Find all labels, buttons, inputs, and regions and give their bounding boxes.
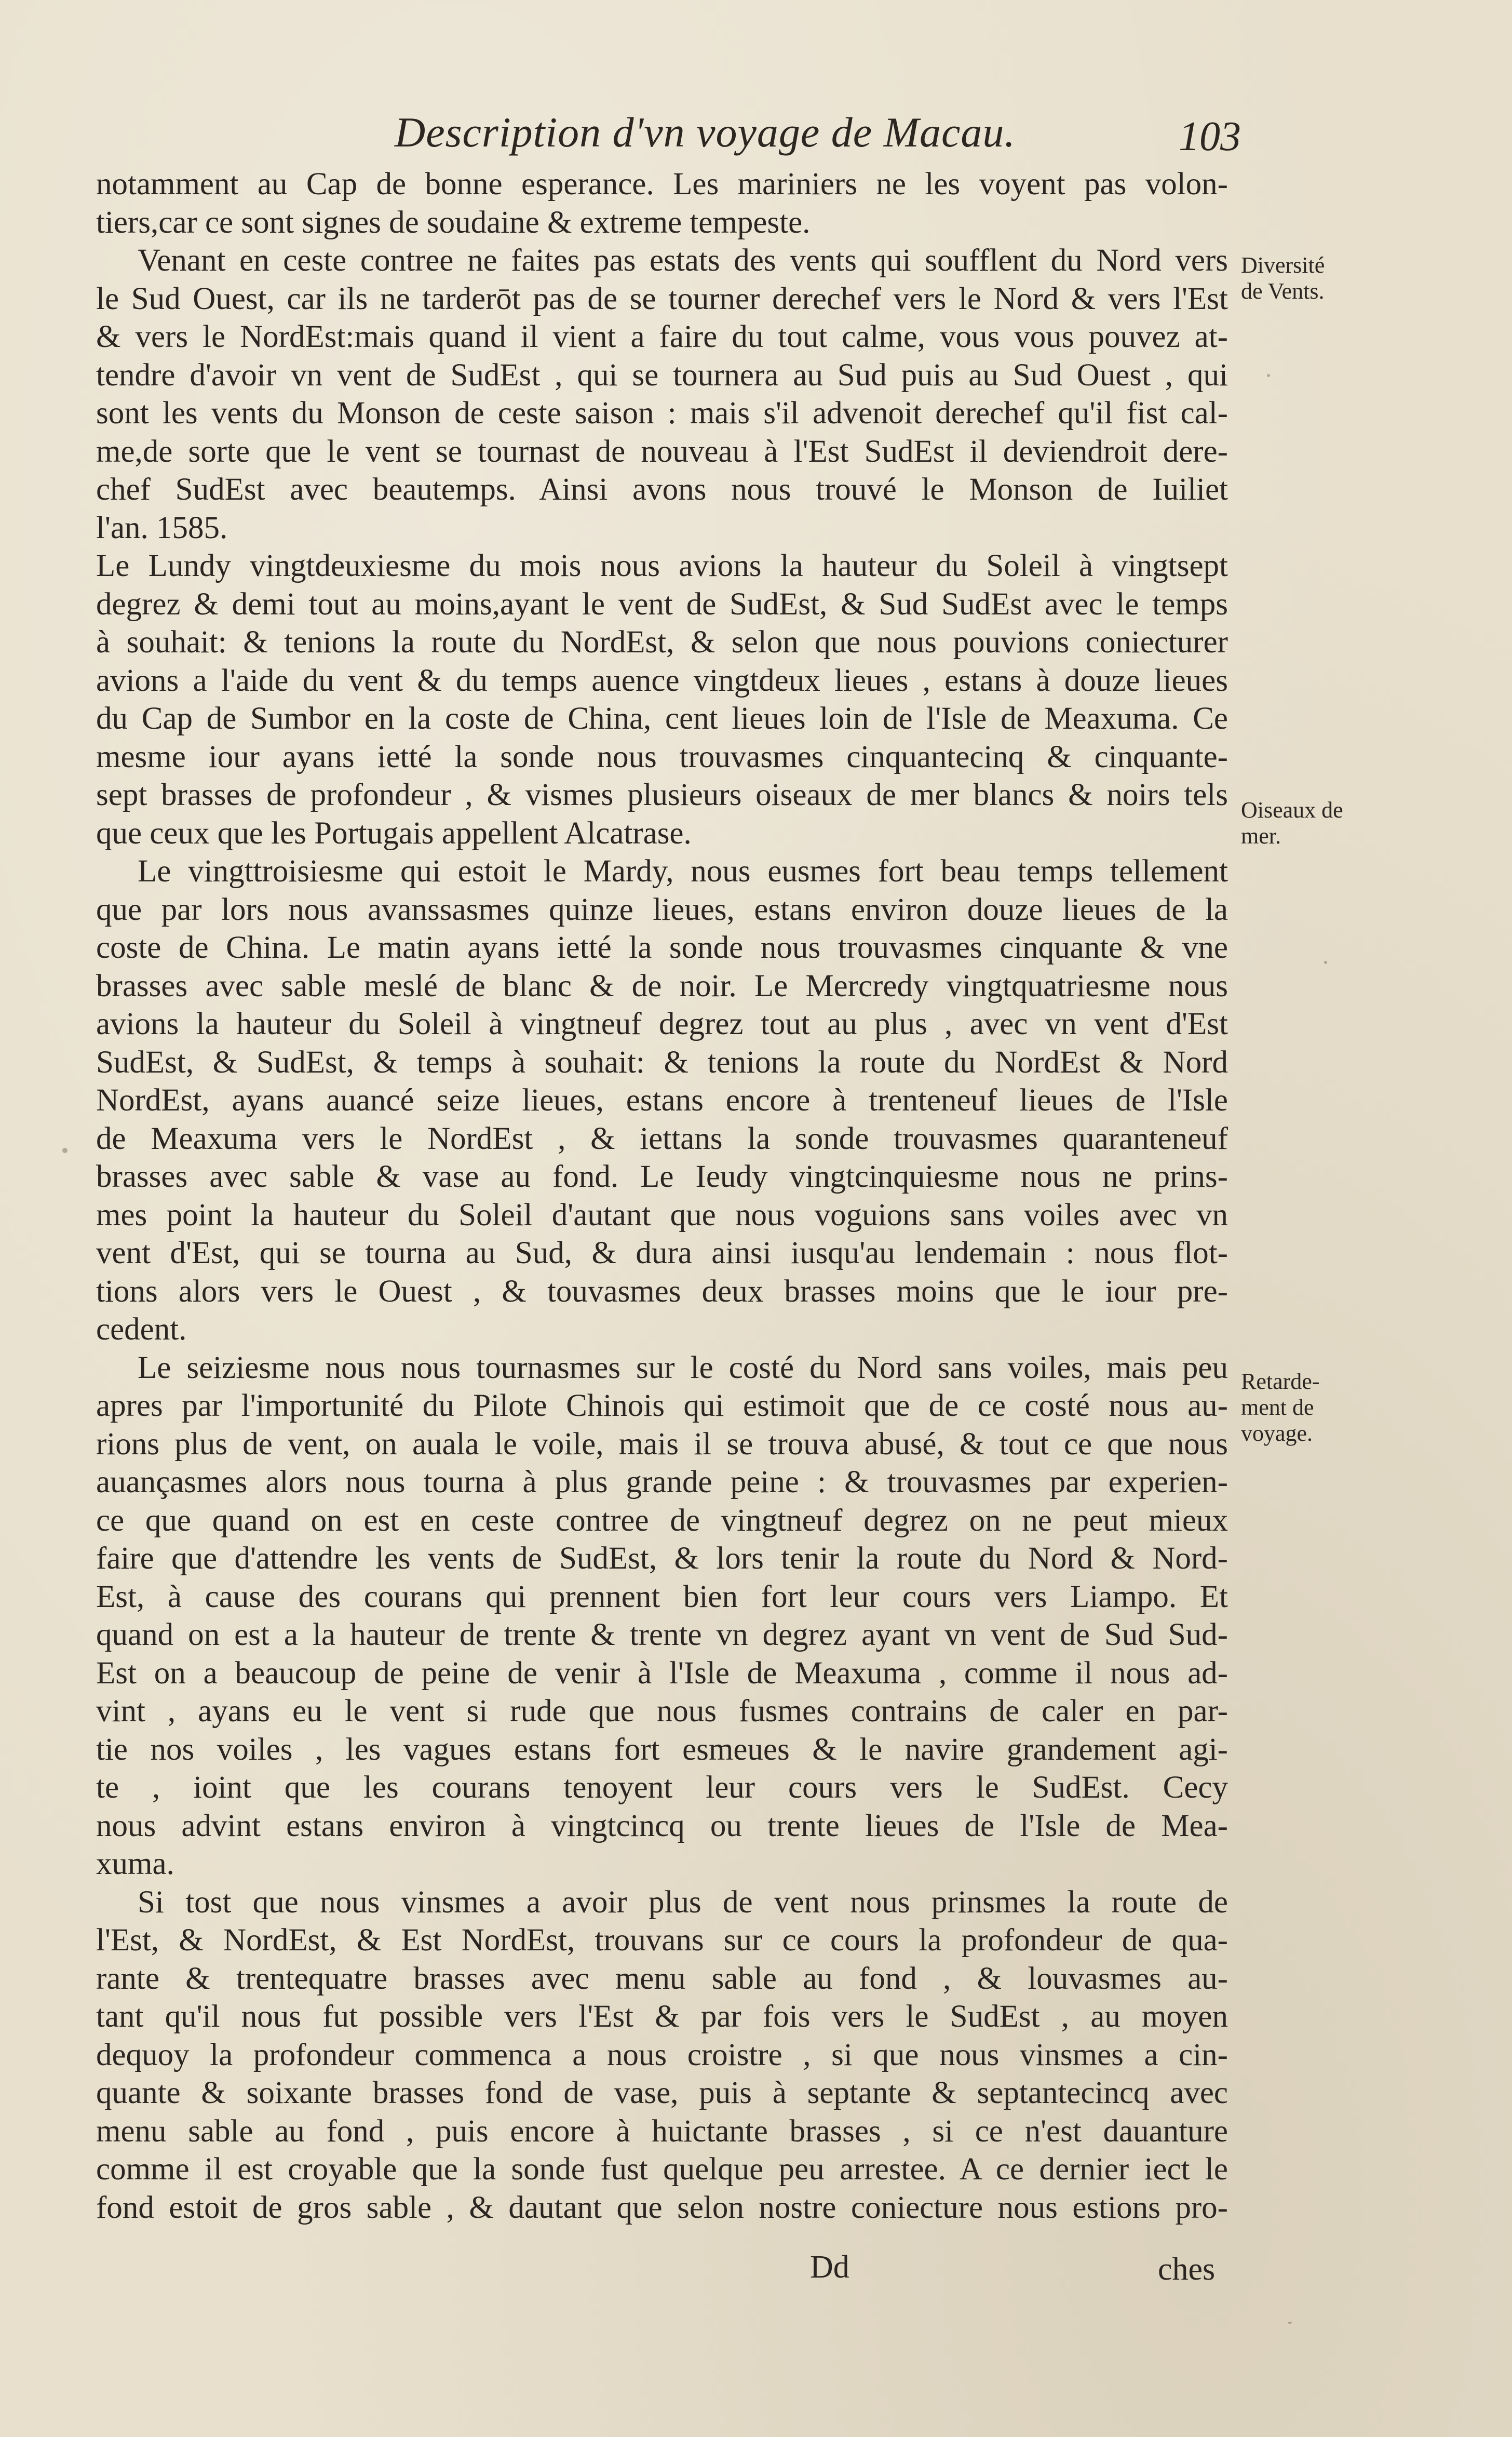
margin-note-line: voyage.	[1241, 1421, 1313, 1446]
text-line: tendre d'avoir vn vent de SudEst , qui se tournera au Sud puis au Sud Ouest , qui	[96, 357, 1228, 393]
text-line: chef SudEst avec beautemps. Ainsi avons nous trouvé le Monson de Iuiliet	[96, 472, 1228, 507]
margin-note-diversite	[1241, 252, 1371, 304]
text-line: brasses avec sable meslé de blanc & de noir. Le Mercredy vingtquatriesme nous	[96, 968, 1228, 1003]
text-line: du Cap de Sumbor en la coste de China, cent lieues loin de l'Isle de Meaxuma. Ce	[96, 701, 1228, 736]
margin-note-line: ment de	[1241, 1395, 1314, 1420]
running-title: Description d'vn voyage de Macau.	[395, 109, 1016, 156]
paper-speck	[1324, 961, 1327, 964]
page-number: 103	[1179, 114, 1241, 159]
margin-note-line: mer.	[1241, 823, 1281, 849]
text-line: Le Lundy vingtdeuxiesme du mois nous avions la hauteur du Soleil à vingtsept	[96, 548, 1228, 583]
text-line: cedent.	[96, 1312, 187, 1347]
margin-note-line: Retarde-	[1241, 1369, 1320, 1394]
signature-mark: Dd	[810, 2249, 849, 2285]
text-line: tant qu'il nous fut possible vers l'Est & par fois vers le SudEst , au moyen	[96, 1999, 1228, 2034]
text-line: Venant en ceste contree ne faites pas estats des vents qui soufflent du Nord vers	[138, 243, 1228, 278]
text-line: dequoy la profondeur commenca a nous croistre , si que nous vinsmes a cin-	[96, 2037, 1228, 2072]
text-line: tie nos voiles , les vagues estans fort esmeues & le navire grandement agi-	[96, 1732, 1228, 1767]
text-line: l'Est, & NordEst, & Est NordEst, trouvans sur ce cours la profondeur de qua-	[96, 1923, 1228, 1958]
margin-note-retardement	[1241, 1369, 1371, 1447]
margin-note-line: de Vents.	[1241, 278, 1325, 304]
text-line: sept brasses de profondeur , & vismes plusieurs oiseaux de mer blancs & noirs tels	[96, 778, 1228, 812]
text-line: apres par l'importunité du Pilote Chinois qui estimoit que de ce costé nous au-	[96, 1388, 1228, 1423]
text-line: avions la hauteur du Soleil à vingtneuf degrez tout au plus , avec vn vent d'Est	[96, 1007, 1228, 1041]
text-line: l'an. 1585.	[96, 510, 228, 545]
text-line: mes point la hauteur du Soleil d'autant que nous voguions sans voiles avec vn	[96, 1197, 1228, 1233]
text-line: fond estoit de gros sable , & dautant que selon nostre coniecture nous estions pro-	[96, 2190, 1228, 2225]
text-line: comme il est croyable que la sonde fust quelque peu arrestee. A ce dernier iect le	[96, 2152, 1228, 2187]
text-line: sont les vents du Monson de ceste saison : mais s'il advenoit derechef qu'il fist cal-	[96, 396, 1228, 431]
text-line: coste de China. Le matin ayans ietté la sonde nous trouvasmes cinquante & vne	[96, 930, 1228, 965]
text-line: à souhait: & tenions la route du NordEst, & selon que nous pouvions coniecturer	[96, 625, 1228, 660]
text-line: menu sable au fond , puis encore à huictante brasses , si ce n'est dauanture	[96, 2113, 1228, 2149]
text-line: Si tost que nous vinsmes a avoir plus de vent nous prinsmes la route de	[138, 1884, 1228, 1920]
text-line: vent d'Est, qui se tourna au Sud, & dura ainsi iusqu'au lendemain : nous flot-	[96, 1236, 1228, 1270]
text-line: xuma.	[96, 1846, 174, 1881]
text-line: rions plus de vent, on auala le voile, mais il se trouva abusé, & tout ce que nous	[96, 1426, 1228, 1462]
margin-note-oiseaux	[1241, 797, 1371, 849]
text-line: avions a l'aide du vent & du temps auence vingtdeux lieues , estans à douze lieues	[96, 663, 1228, 698]
text-line: Est, à cause des courans qui prennent bien fort leur cours vers Liampo. Et	[96, 1579, 1228, 1614]
paper-speck	[1288, 2322, 1292, 2324]
text-line: le Sud Ouest, car ils ne tarderōt pas de se tourner derechef vers le Nord & vers l'Est	[96, 281, 1228, 316]
text-line: vint , ayans eu le vent si rude que nous fusmes contrains de caler en par-	[96, 1694, 1228, 1729]
main-text-block	[96, 165, 1228, 2227]
text-line: que ceux que les Portugais appellent Alcatrase.	[96, 815, 692, 851]
margin-note-line: Oiseaux de	[1241, 797, 1343, 823]
text-line: NordEst, ayans auancé seize lieues, estans encore à trenteneuf lieues de l'Isle	[96, 1083, 1228, 1118]
text-line: mesme iour ayans ietté la sonde nous trouvasmes cinquantecinq & cinquante-	[96, 739, 1228, 774]
text-line: Le vingttroisiesme qui estoit le Mardy, nous eusmes fort beau temps tellement	[138, 854, 1228, 889]
text-line: faire que d'attendre les vents de SudEst, & lors tenir la route du Nord & Nord-	[96, 1541, 1228, 1576]
text-line: tions alors vers le Ouest , & touvasmes deux brasses moins que le iour pre-	[96, 1274, 1228, 1309]
text-line: me,de sorte que le vent se tournast de nouveau à l'Est SudEst il deviendroit dere-	[96, 434, 1228, 469]
text-line: notamment au Cap de bonne esperance. Les mariniers ne les voyent pas volon-	[96, 167, 1228, 202]
text-line: Est on a beaucoup de peine de venir à l'Isle de Meaxuma , comme il nous ad-	[96, 1655, 1228, 1691]
text-line: quand on est a la hauteur de trente & trente vn degrez ayant vn vent de Sud Sud-	[96, 1617, 1228, 1652]
catchword: ches	[1158, 2252, 1216, 2287]
text-line: & vers le NordEst:mais quand il vient a faire du tout calme, vous vous pouvez at-	[96, 319, 1228, 354]
text-line: que par lors nous avanssasmes quinze lieues, estans environ douze lieues de la	[96, 892, 1228, 927]
paper-speck	[62, 1148, 68, 1153]
margin-note-line: Diversité	[1241, 252, 1325, 278]
text-line: de Meaxuma vers le NordEst , & iettans la sonde trouvasmes quaranteneuf	[96, 1121, 1228, 1156]
text-line: auançasmes alors nous tourna à plus grande peine : & trouvasmes par experien-	[96, 1465, 1228, 1499]
text-line: brasses avec sable & vase au fond. Le Ieudy vingtcinquiesme nous ne prins-	[96, 1159, 1228, 1194]
text-line: ce que quand on est en ceste contree de vingtneuf degrez on ne peut mieux	[96, 1503, 1228, 1538]
text-line: te , ioint que les courans tenoyent leur cours vers le SudEst. Cecy	[96, 1770, 1228, 1805]
text-line: quante & soixante brasses fond de vase, puis à septante & septantecincq avec	[96, 2076, 1228, 2110]
text-line: tiers,car ce sont signes de soudaine & extreme tempeste.	[96, 205, 811, 240]
text-line: rante & trentequatre brasses avec menu sable au fond , & louvasmes au-	[96, 1961, 1228, 1996]
text-line: degrez & demi tout au moins,ayant le vent de SudEst, & Sud SudEst avec le temps	[96, 586, 1228, 622]
text-line: nous advint estans environ à vingtcincq ou trente lieues de l'Isle de Mea-	[96, 1808, 1228, 1843]
text-line: SudEst, & SudEst, & temps à souhait: & tenions la route du NordEst & Nord	[96, 1045, 1228, 1080]
paper-speck	[1267, 374, 1270, 377]
text-line: Le seiziesme nous nous tournasmes sur le costé du Nord sans voiles, mais peu	[138, 1350, 1228, 1385]
